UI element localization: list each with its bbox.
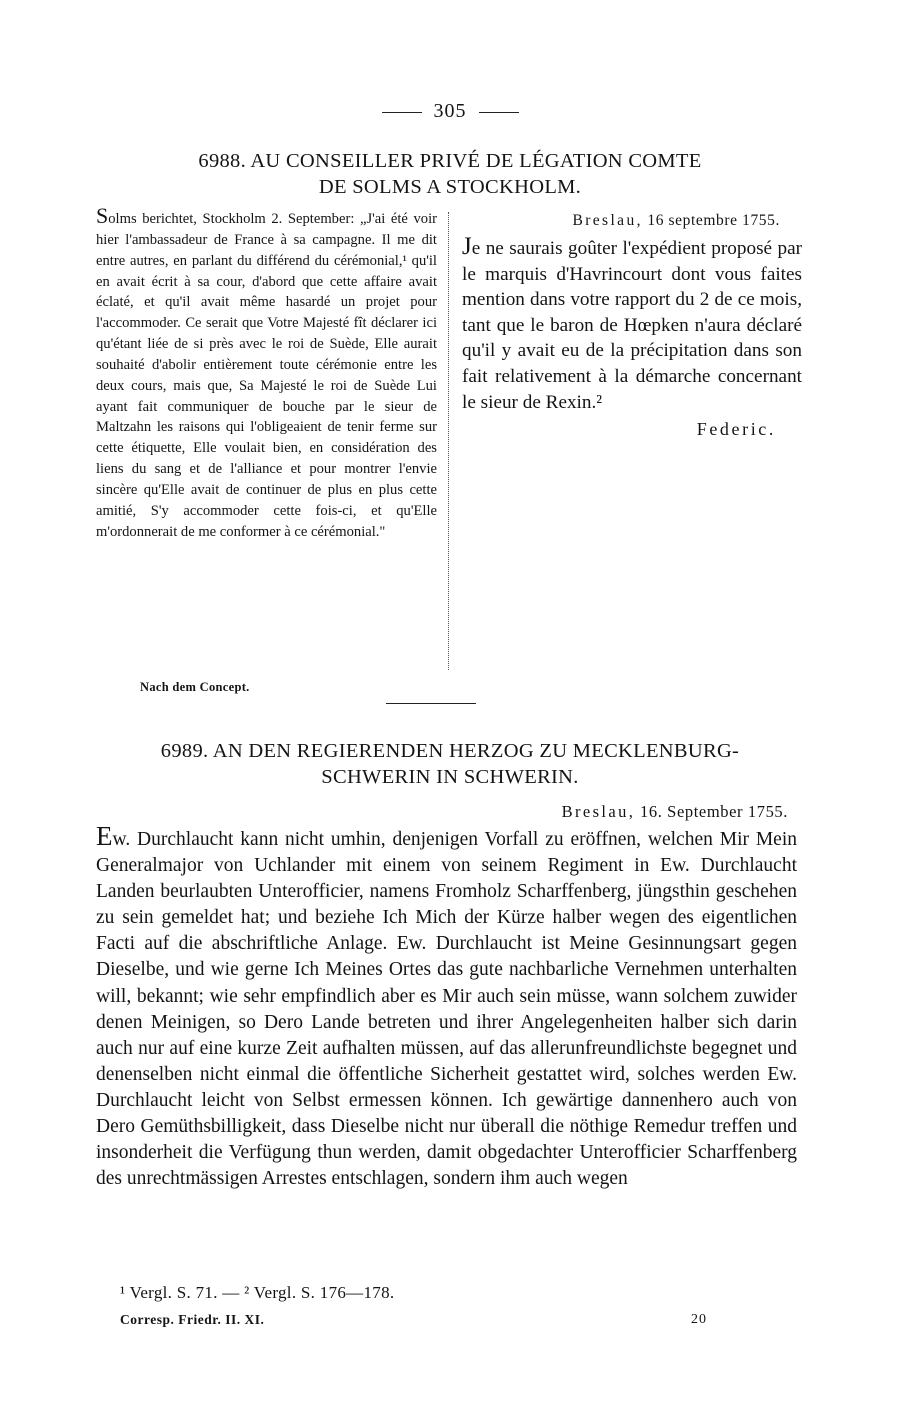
page-number-dash-right [479,112,519,113]
letter-6988-heading [110,148,790,200]
letter-6988-date-rest: 16 septembre 1755. [642,212,780,229]
report-text: olms berichtet, Stockholm 2. September: „J'ai été voir hier l'ambassadeur de France à sa campagne. Il me dit entre autres, en parlant du différend du cérémonial,¹ qu'il en avait écrit à sa cour, d'abord que cette affaire avait éclaté, et qu'il avait même hasardé un projet pour l'accommoder. Ce serait que Votre Majesté fît déclarer ici qu'étant liée de si près avec le roi de Suède, Elle aurait souhaité d'abolir entièrement toute cérémonie entre les deux cours, mais que, Sa Majesté le roi de Suède Lui ayant fait communiquer de bouche par le sieur de Maltzahn les raisons qui l'obligeaient de tenir ferme sur cette étiquette, Elle voulait bien, en considération des liens du sang et de l'alliance et pour montrer l'envie sincère qu'Elle avait de continuer de plus en plus cette amitié, S'y accommoder cette fois-ci, et qu'Elle m'ordonnerait de me conformer à ce cérémonial." [96,211,437,540]
letter-6988-heading-line1: 6988. AU CONSEILLER PRIVÉ DE LÉGATION COMTE [198,150,702,172]
letter-6989-body [96,823,797,1192]
letter-6989-date-rest: 16. September 1755. [635,802,788,821]
page-number: 305 [433,100,467,122]
footnotes: ¹ Vergl. S. 71. — ² Vergl. S. 176—178. [120,1283,395,1302]
letter-6989-heading-line1: 6989. AN DEN REGIERENDEN HERZOG ZU MECKLENBURG- [160,740,740,762]
report-dropcap: S [96,203,109,228]
volume-reference: Corresp. Friedr. II. XI. [120,1312,265,1327]
section-divider [386,703,476,704]
letter-6989-date [562,802,788,822]
king-reply-column [462,208,802,443]
solms-report-column [96,203,437,543]
page-number-line [0,100,900,123]
reply-paragraph [462,234,802,415]
letter-6989-heading [110,738,790,790]
page-number-dash-left [382,112,422,113]
letter-6989-heading-line2: SCHWERIN IN SCHWERIN. [321,766,579,788]
letter-6989-date-place: Breslau, [561,802,636,821]
signature-mark: 20 [691,1312,707,1327]
letter-6988-heading-line2: DE SOLMS A STOCKHOLM. [318,176,582,198]
letter-6988-date [462,208,780,234]
source-note: Nach dem Concept. [140,680,250,694]
reply-text: e ne saurais goûter l'expédient proposé par le marquis d'Havrincourt dont vous faites mention dans votre rapport du 2 de ce mois, tant que le baron de Hœpken n'aura déclaré qu'il y avait eu de la précipitation dans son fait relativement à la démarche concernant le sieur de Rexin.² [462,238,802,413]
letter-6988-date-place: Breslau, [572,212,643,229]
body-dropcap: E [96,821,113,851]
column-divider [448,212,449,670]
signature: Federic. [696,419,776,440]
reply-dropcap: J [462,233,472,260]
body-text: w. Durchlaucht kann nicht umhin, denjenigen Vorfall zu eröffnen, welchen Mir Mein Generalmajor von Uchlander mit einem von seinem Regiment in Ew. Durchlaucht Landen beurlaubten Unterofficier, namens Fromholz Scharffenberg, jüngsthin geschehen zu sein gemeldet hat; und beziehe Ich Mich der Kürze halber wegen des eigentlichen Facti auf die abschriftliche Anlage. Ew. Durchlaucht ist Meine Gesinnungsart gegen Dieselbe, und wie gerne Ich Meines Ortes das gute nachbarliche Vernehmen unterhalten will, bekannt; wie sehr empfindlich aber es Mir auch sein müsse, wann solchem zuwider denen Meinigen, so Dero Lande betreten und ihrer Angelegenheiten halber sich darin auch nur auf eine kurze Zeit aufhalten müssen, auf das allerunfreundlichste begegnet und denenselben nicht einmal die öffentliche Sicherheit gestattet wird, solches werden Ew. Durchlaucht leicht von Selbst ermessen können. Ich gewärtige dannenhero auch von Dero Gemüthsbilligkeit, dass Dieselbe nicht nur überall die nöthige Remedur treffen und insonderheit die Verfügung thun werden, damit obgedachter Unterofficier Scharffenberg des unrechtmässigen Arrestes entschlagen, sondern ihm auch wegen [96,829,797,1190]
